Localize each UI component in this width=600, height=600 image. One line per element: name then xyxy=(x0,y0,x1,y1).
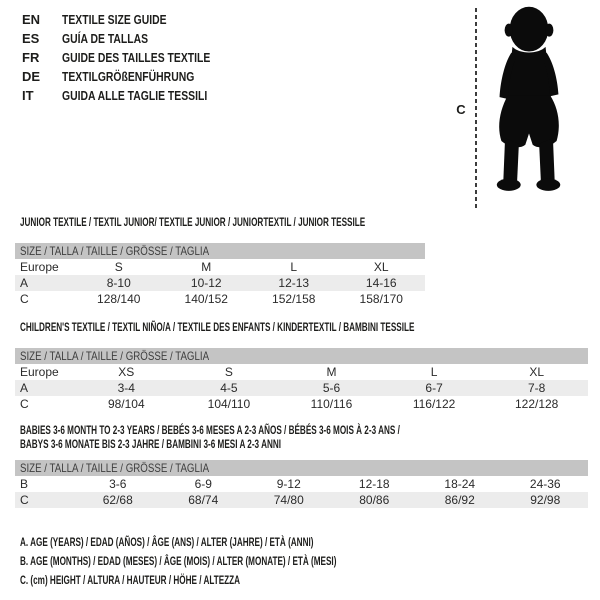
footnote-b: B. AGE (MONTHS) / EDAD (MESES) / ÂGE (MOIS) / ALTER (MONATE) / ETÀ (MESI) xyxy=(20,554,337,568)
footnote-a: A. AGE (YEARS) / EDAD (AÑOS) / ÂGE (ANS) / ALTER (JAHRE) / ETÀ (ANNI) xyxy=(20,535,314,549)
table-cell: 3-4 xyxy=(117,381,135,395)
table-row xyxy=(15,364,588,380)
language-row xyxy=(22,86,247,105)
table-cell: L xyxy=(430,365,438,379)
table-cell: 86/92 xyxy=(444,493,475,507)
junior-table-section xyxy=(15,215,593,306)
height-dotted-line xyxy=(475,8,477,209)
table-cell: 18-24 xyxy=(444,477,476,491)
table-cell: 4-5 xyxy=(220,381,238,395)
language-title: GUÍA DE TALLAS xyxy=(61,31,148,46)
babies-table-section xyxy=(15,423,593,507)
row-label: A xyxy=(20,276,29,290)
row-label: C xyxy=(20,292,29,306)
table-cell: 104/110 xyxy=(207,397,251,411)
table-cell: 92/98 xyxy=(530,493,561,507)
language-code: DE xyxy=(22,69,41,84)
junior-table-title: JUNIOR TEXTILE / TEXTIL JUNIOR/ TEXTILE JUNIOR / JUNIORTEXTIL / JUNIOR TESSILE xyxy=(20,215,366,229)
row-label: Europe xyxy=(20,365,59,379)
table-row xyxy=(15,492,588,508)
baby-silhouette xyxy=(483,4,575,209)
junior-table-rows xyxy=(15,259,425,307)
children-table-section xyxy=(15,320,593,411)
language-row xyxy=(22,10,247,29)
row-label: C xyxy=(20,493,29,507)
language-row xyxy=(22,67,247,86)
language-code: ES xyxy=(22,31,40,46)
height-measure-label: C xyxy=(456,102,466,117)
table-cell: 12-13 xyxy=(278,276,310,290)
table-cell: 68/74 xyxy=(188,493,219,507)
table-row xyxy=(15,396,588,412)
table-cell: S xyxy=(224,365,233,379)
table-cell: 152/158 xyxy=(272,292,316,306)
table-cell: 8-10 xyxy=(106,276,131,290)
babies-table-title-line2: BABYS 3-6 MONATE BIS 2-3 JAHRE / BAMBINI 3-6 MESI A 2-3 ANNI xyxy=(20,437,282,451)
table-cell: 122/128 xyxy=(514,397,559,411)
table-row xyxy=(15,259,425,275)
size-header-bar: SIZE / TALLA / TAILLE / GRÖSSE / TAGLIA xyxy=(15,348,588,364)
table-cell: 80/86 xyxy=(359,493,390,507)
row-label: C xyxy=(20,397,29,411)
language-row xyxy=(22,48,247,67)
table-cell: 74/80 xyxy=(273,493,304,507)
table-cell: 12-18 xyxy=(358,477,390,491)
language-code: FR xyxy=(22,50,40,65)
table-cell: 128/140 xyxy=(97,292,141,306)
language-row xyxy=(22,29,247,48)
table-cell: XL xyxy=(373,260,389,274)
baby-height-figure xyxy=(450,4,595,214)
footnote-c: C. (cm) HEIGHT / ALTURA / HAUTEUR / HÖHE / ALTEZZA xyxy=(20,573,241,587)
table-cell: S xyxy=(114,260,123,274)
table-cell: XS xyxy=(118,365,135,379)
language-title: GUIDA ALLE TAGLIE TESSILI xyxy=(61,88,207,103)
size-header-bar: SIZE / TALLA / TAILLE / GRÖSSE / TAGLIA xyxy=(15,460,588,476)
table-row xyxy=(15,291,425,307)
table-cell: 116/122 xyxy=(412,397,456,411)
babies-table-rows xyxy=(15,476,588,508)
language-title: TEXTILGRÖßENFÜHRUNG xyxy=(61,69,194,84)
table-cell: 5-6 xyxy=(322,381,341,395)
language-title: TEXTILE SIZE GUIDE xyxy=(61,12,167,27)
table-cell: 110/116 xyxy=(310,397,353,411)
row-label: A xyxy=(20,381,29,395)
table-cell: 158/170 xyxy=(359,292,403,306)
children-table-title: CHILDREN'S TEXTILE / TEXTIL NIÑO/A / TEXTILE DES ENFANTS / KINDERTEXTIL / BAMBINI TESSILE xyxy=(20,320,415,334)
table-cell: 98/104 xyxy=(107,397,145,411)
table-row xyxy=(15,476,588,492)
table-cell: 6-7 xyxy=(425,381,443,395)
table-cell: 24-36 xyxy=(529,477,561,491)
size-header-bar: SIZE / TALLA / TAILLE / GRÖSSE / TAGLIA xyxy=(15,243,425,259)
language-code: IT xyxy=(22,88,34,103)
table-cell: M xyxy=(326,365,337,379)
row-label: Europe xyxy=(20,260,59,274)
table-cell: L xyxy=(290,260,298,274)
table-cell: 7-8 xyxy=(528,381,546,395)
children-table-rows xyxy=(15,364,588,412)
table-cell: M xyxy=(201,260,212,274)
children-size-table xyxy=(15,348,588,412)
table-cell: 10-12 xyxy=(190,276,222,290)
table-cell: 9-12 xyxy=(276,477,301,491)
language-list xyxy=(22,10,247,105)
junior-size-table xyxy=(15,243,425,307)
language-title: GUIDE DES TAILLES TEXTILE xyxy=(61,50,210,65)
table-cell: 62/68 xyxy=(102,493,133,507)
language-code: EN xyxy=(22,12,41,27)
babies-size-table xyxy=(15,460,588,508)
babies-table-title-line1: BABIES 3-6 MONTH TO 2-3 YEARS / BEBÉS 3-6 MESES A 2-3 AÑOS / BÉBÉS 3-6 MOIS À 2-3 ANS / xyxy=(20,423,400,437)
row-label: B xyxy=(20,477,29,491)
table-cell: 6-9 xyxy=(194,477,212,491)
table-row xyxy=(15,380,588,396)
footnotes xyxy=(20,533,485,590)
table-cell: 14-16 xyxy=(365,276,397,290)
table-cell: XL xyxy=(529,365,545,379)
table-cell: 140/152 xyxy=(184,292,228,306)
table-row xyxy=(15,275,425,291)
table-cell: 3-6 xyxy=(109,477,127,491)
